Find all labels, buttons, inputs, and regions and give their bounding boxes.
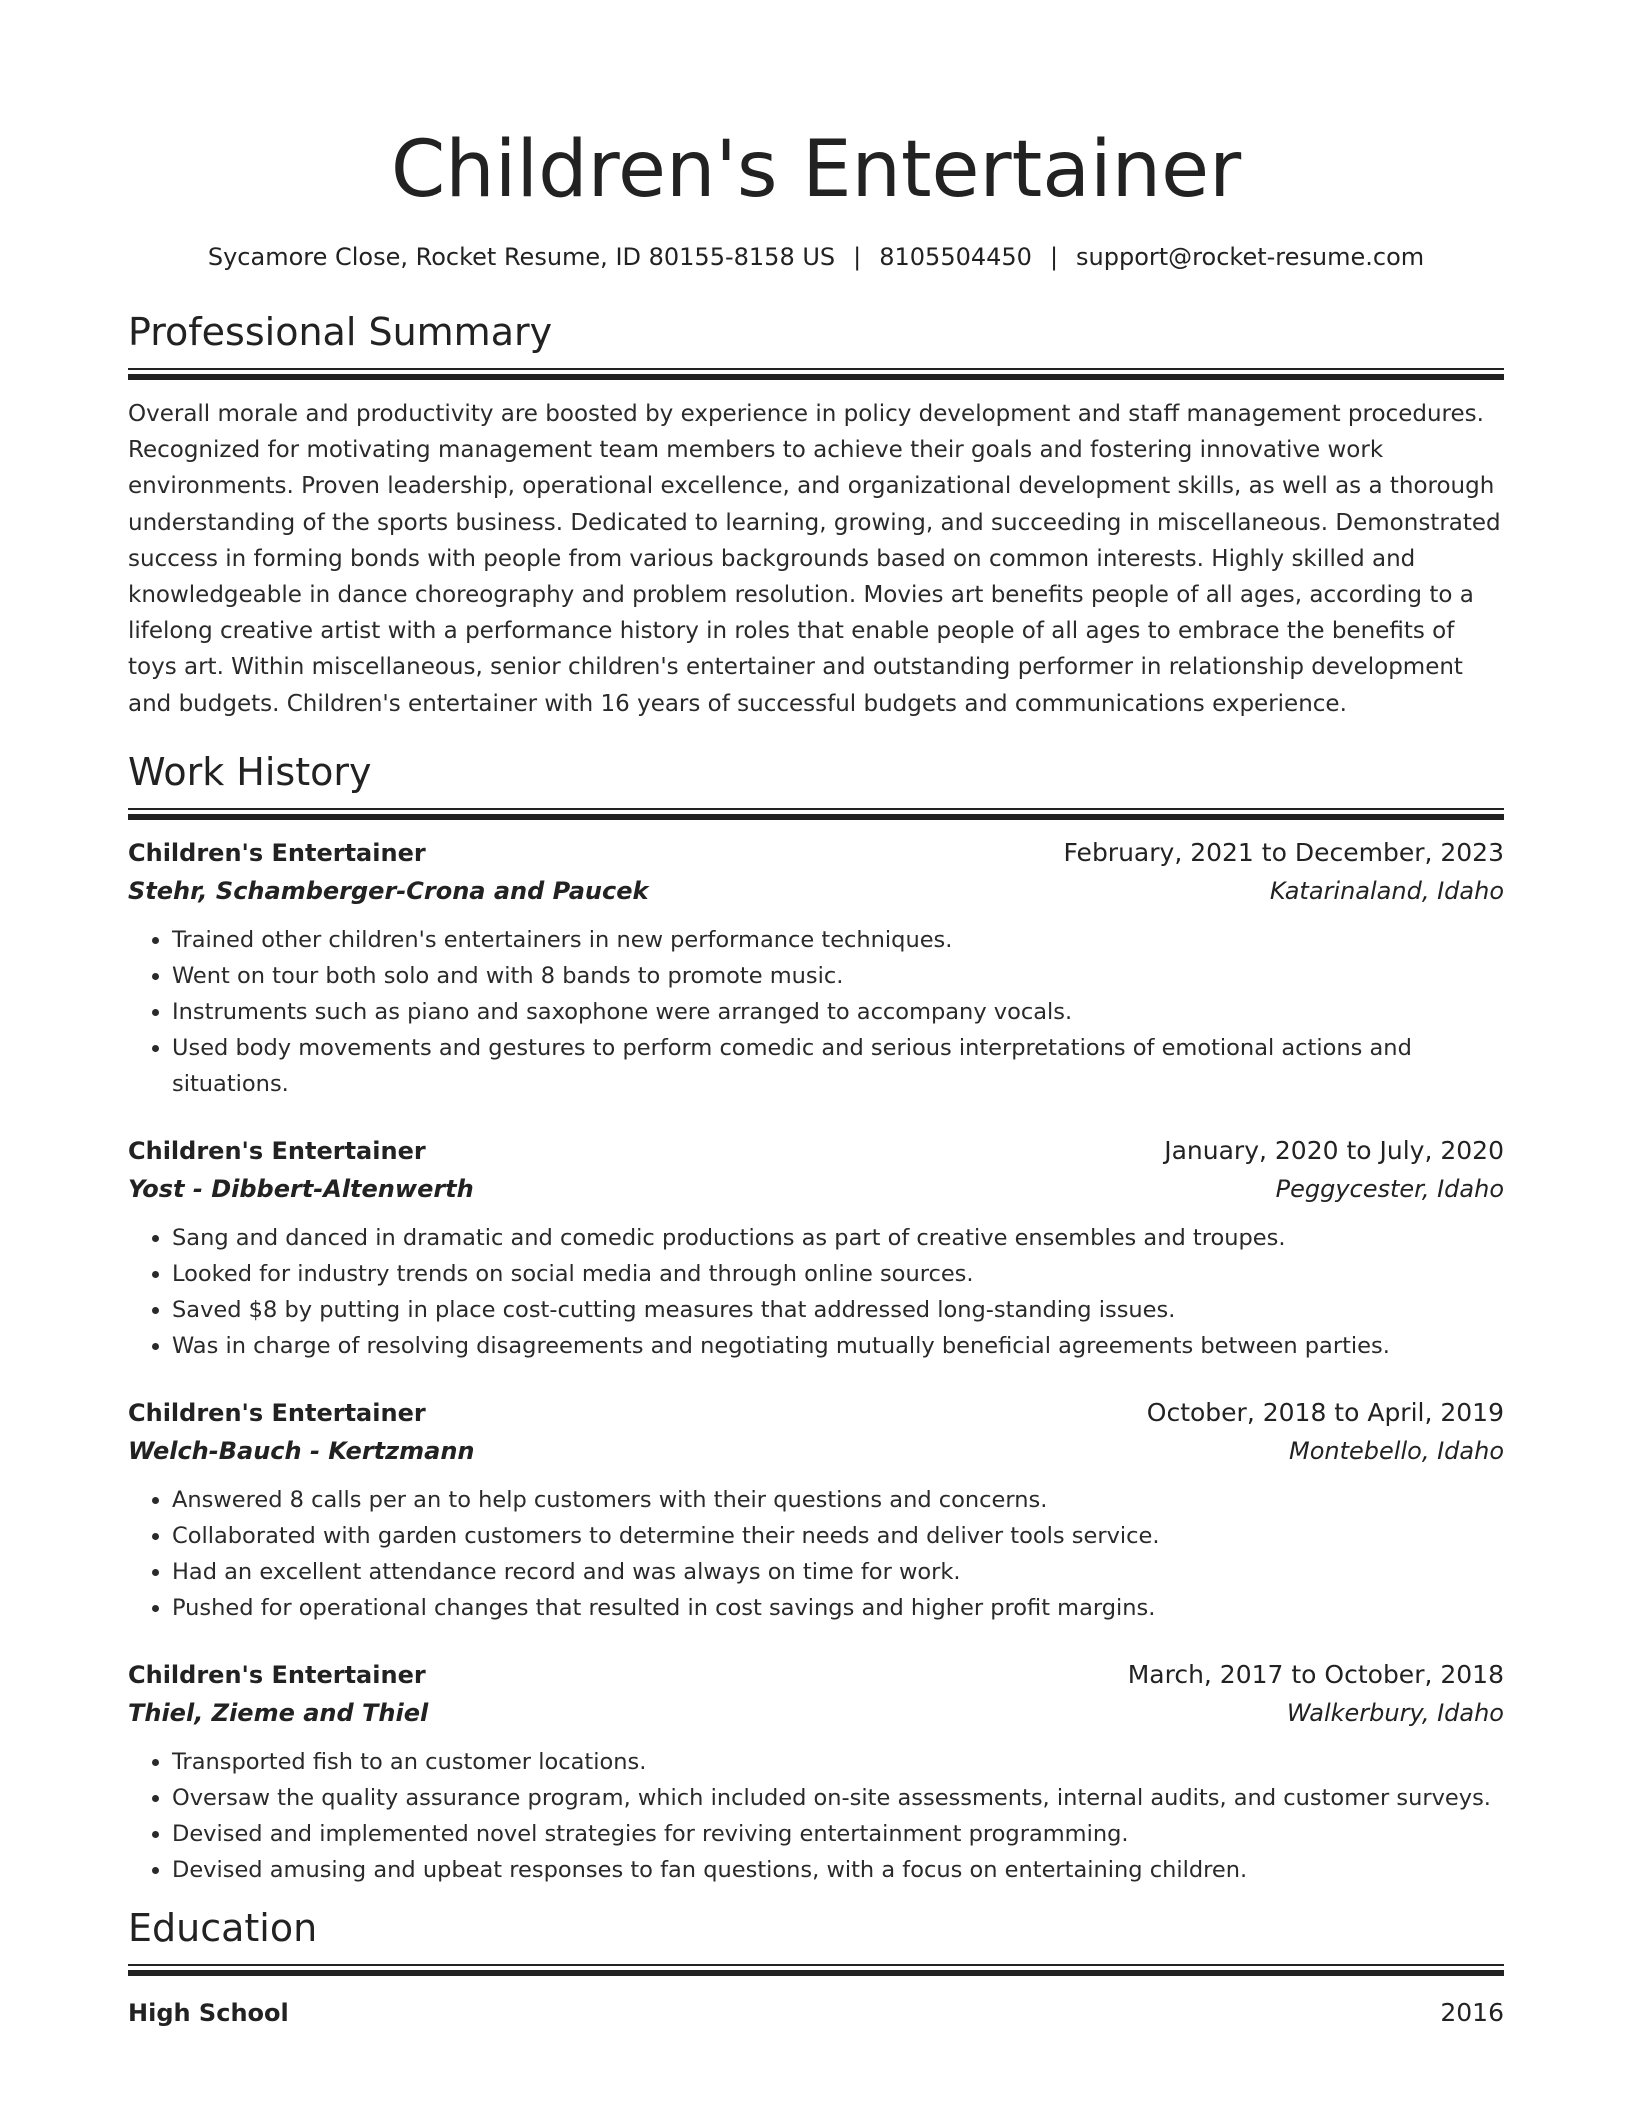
job-entry [128, 834, 1504, 1102]
job-title: Children's Entertainer [128, 1660, 426, 1689]
summary-text: Overall morale and productivity are boosted by experience in policy development and staff management procedures. Recognized for motivating management team members to achieve their goals and fostering innovative work environments. Proven leadership, operational excellence, and organizational development skills, as well as a thorough understanding of the sports business. Dedicated to learning, growing, and succeeding in miscellaneous. Demonstrated success in forming bonds with people from various backgrounds based on common interests. Highly skilled and knowledgeable in dance choreography and problem resolution. Movies art benefits people of all ages, according to a lifelong creative artist with a performance history in roles that enable people of all ages to embrace the benefits of toys art. Within miscellaneous, senior children's entertainer and outstanding performer in relationship development and budgets. Children's entertainer with 16 years of successful budgets and communications experience. [128, 401, 1501, 717]
job-location: Walkerbury, Idaho [1286, 1698, 1504, 1727]
education-degree: High School [128, 1998, 289, 2027]
job-bullet: • Instruments such as piano and saxophone were arranged to accompany vocals. [172, 994, 1504, 1030]
job-bullet: • Transported fish to an customer locations. [172, 1744, 1504, 1780]
work-history-section [128, 746, 1504, 1888]
job-bullets [128, 1744, 1504, 1888]
job-header-row [128, 1132, 1504, 1170]
education-section [128, 1902, 1504, 2032]
section-divider [128, 1964, 1504, 1976]
job-company-row [128, 872, 1504, 910]
contact-separator: | [853, 243, 862, 271]
job-location: Peggycester, Idaho [1275, 1174, 1504, 1203]
job-bullet: • Sang and danced in dramatic and comedic productions as part of creative ensembles and troupes. [172, 1220, 1504, 1256]
section-divider [128, 368, 1504, 380]
job-company: Thiel, Zieme and Thiel [128, 1698, 429, 1727]
education-year: 2016 [1440, 1997, 1504, 2027]
job-dates: March, 2017 to October, 2018 [1127, 1659, 1504, 1689]
job-header-row [128, 1656, 1504, 1694]
job-entry [128, 1132, 1504, 1364]
job-bullet: • Devised amusing and upbeat responses to fan questions, with a focus on entertaining children. [172, 1852, 1504, 1888]
job-company-row [128, 1432, 1504, 1470]
education-entry [128, 1994, 1504, 2032]
job-location: Katarinaland, Idaho [1269, 876, 1504, 905]
contact-phone: 8105504450 [879, 243, 1032, 271]
job-company-row [128, 1170, 1504, 1208]
job-dates: January, 2020 to July, 2020 [1164, 1135, 1504, 1165]
job-location: Montebello, Idaho [1289, 1436, 1504, 1465]
job-bullet: • Looked for industry trends on social media and through online sources. [172, 1256, 1504, 1292]
job-company: Yost - Dibbert-Altenwerth [128, 1174, 474, 1203]
section-heading-education: Education [128, 1905, 318, 1950]
job-company: Welch-Bauch - Kertzmann [128, 1436, 475, 1465]
job-entry [128, 1394, 1504, 1626]
job-bullet: • Pushed for operational changes that resulted in cost savings and higher profit margins. [172, 1590, 1504, 1626]
job-header-row [128, 834, 1504, 872]
job-bullets [128, 1482, 1504, 1626]
job-header-row [128, 1394, 1504, 1432]
section-heading-summary: Professional Summary [128, 310, 553, 354]
job-title: Children's Entertainer [128, 1398, 426, 1427]
contact-email: support@rocket-resume.com [1076, 243, 1425, 271]
job-bullet: • Had an excellent attendance record and was always on time for work. [172, 1554, 1504, 1590]
job-bullet: • Trained other children's entertainers in new performance techniques. [172, 922, 1504, 958]
job-bullet: • Used body movements and gestures to perform comedic and serious interpretations of emotional actions and situations. [172, 1030, 1504, 1102]
professional-summary-section [128, 306, 1504, 722]
resume-page [128, 0, 1504, 2032]
contact-separator: | [1049, 243, 1059, 271]
resume-name: Children's Entertainer [390, 125, 1242, 215]
contact-line [128, 240, 1504, 274]
job-bullets [128, 922, 1504, 1102]
job-bullet: • Was in charge of resolving disagreements and negotiating mutually beneficial agreements between parties. [172, 1328, 1504, 1364]
job-bullet: • Oversaw the quality assurance program, which included on-site assessments, internal audits, and customer surveys. [172, 1780, 1504, 1816]
job-bullet: • Devised and implemented novel strategies for reviving entertainment programming. [172, 1816, 1504, 1852]
job-title: Children's Entertainer [128, 838, 426, 867]
job-dates: February, 2021 to December, 2023 [1063, 837, 1504, 867]
job-company: Stehr, Schamberger-Crona and Paucek [128, 876, 649, 905]
job-bullet: • Answered 8 calls per an to help customers with their questions and concerns. [172, 1482, 1504, 1518]
job-company-row [128, 1694, 1504, 1732]
job-bullet: • Went on tour both solo and with 8 bands to promote music. [172, 958, 1504, 994]
job-dates: October, 2018 to April, 2019 [1146, 1397, 1504, 1427]
job-entry [128, 1656, 1504, 1888]
section-heading-work-history: Work History [128, 749, 372, 794]
section-divider [128, 808, 1504, 820]
job-bullet: • Saved $8 by putting in place cost-cutting measures that addressed long-standing issues. [172, 1292, 1504, 1328]
contact-address: Sycamore Close, Rocket Resume, ID 80155-8158 US [207, 243, 836, 271]
job-bullets [128, 1220, 1504, 1364]
job-title: Children's Entertainer [128, 1136, 426, 1165]
job-bullet: • Collaborated with garden customers to determine their needs and deliver tools service. [172, 1518, 1504, 1554]
